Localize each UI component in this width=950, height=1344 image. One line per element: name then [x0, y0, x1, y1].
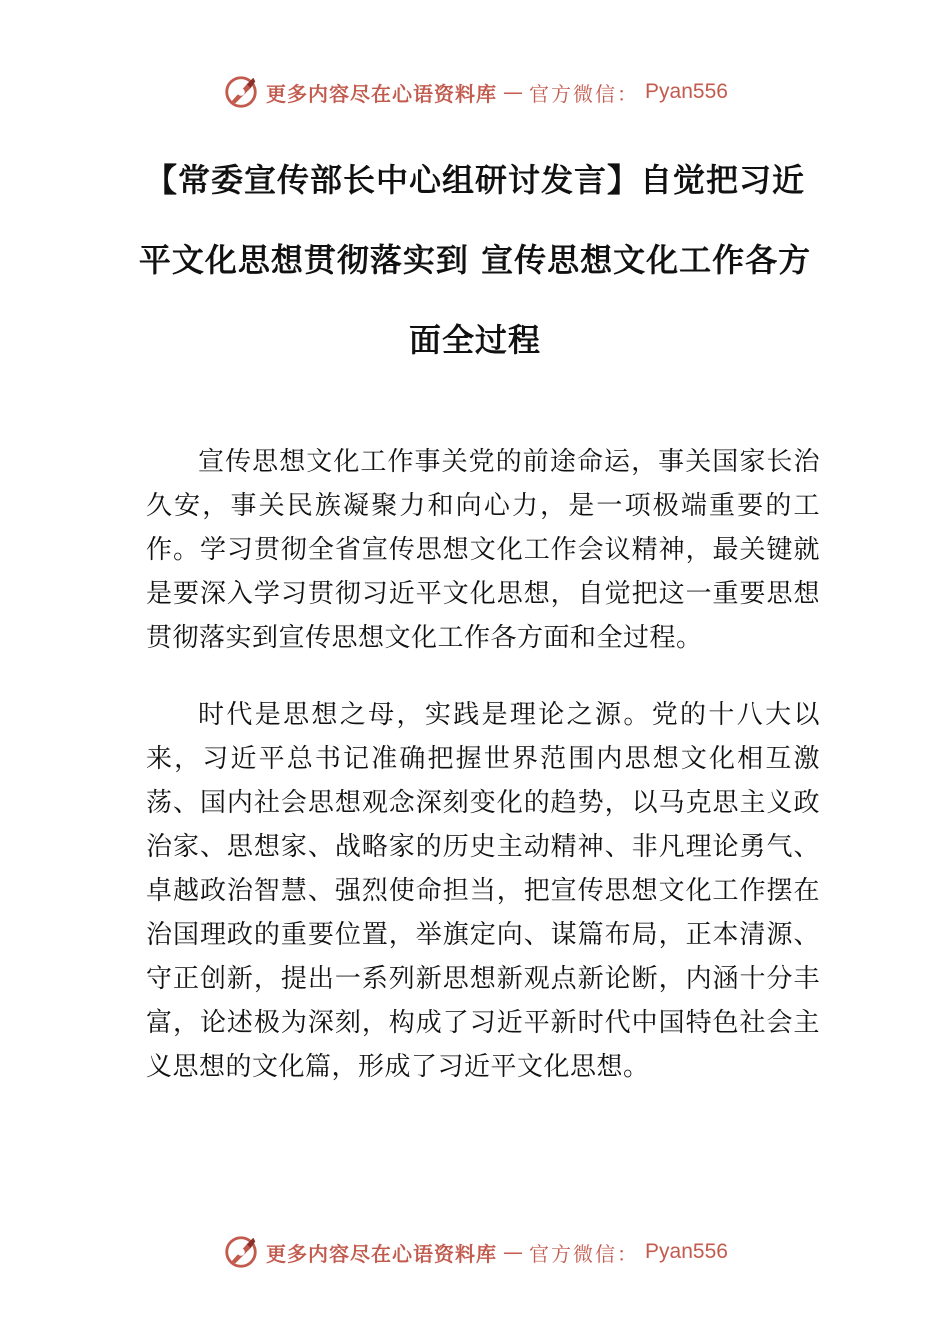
banner-separator: — — [503, 80, 524, 104]
document-body — [146, 440, 820, 1122]
document-title: 【常委宣传部长中心组研讨发言】自觉把习近平文化思想贯彻落实到 宣传思想文化工作各方面全过程 — [138, 161, 812, 359]
pen-quill-logo-icon — [222, 73, 260, 111]
banner-site-name: 更多内容尽在心语资料库 — [266, 81, 498, 106]
paragraph-2: 时代是思想之母，实践是理论之源。党的十八大以来，习近平总书记准确把握世界范围内思想文化相互激荡、国内社会思想观念深刻变化的趋势，以马克思主义政治家、思想家、战略家的历史主动精神、非凡理论勇气、卓越政治智慧、强烈使命担当，把宣传思想文化工作摆在治国理政的重要位置，举旗定向、谋篇布局，正本清源、守正创新，提出一系列新思想新观点新论断，内涵十分丰富，论述极为深刻，构成了习近平新时代中国特色社会主义思想的文化篇，形成了习近平文化思想。 — [146, 700, 820, 1082]
banner-site-name: 更多内容尽在心语资料库 — [266, 1241, 498, 1266]
banner-wechat-id: Pyan556 — [645, 1240, 728, 1263]
banner-wechat-id: Pyan556 — [645, 80, 728, 103]
banner-wechat-label: 官方微信： — [529, 81, 640, 106]
paragraph-1: 宣传思想文化工作事关党的前途命运，事关国家长治久安，事关民族凝聚力和向心力，是一项极端重要的工作。学习贯彻全省宣传思想文化工作会议精神，最关键就是要深入学习贯彻习近平文化思想，自觉把这一重要思想贯彻落实到宣传思想文化工作各方面和全过程。 — [146, 447, 820, 653]
header-banner — [0, 70, 950, 114]
pen-quill-logo-icon — [222, 1233, 260, 1271]
banner-separator: — — [503, 1240, 524, 1264]
banner-wechat-label: 官方微信： — [529, 1241, 640, 1266]
footer-banner — [0, 1230, 950, 1274]
